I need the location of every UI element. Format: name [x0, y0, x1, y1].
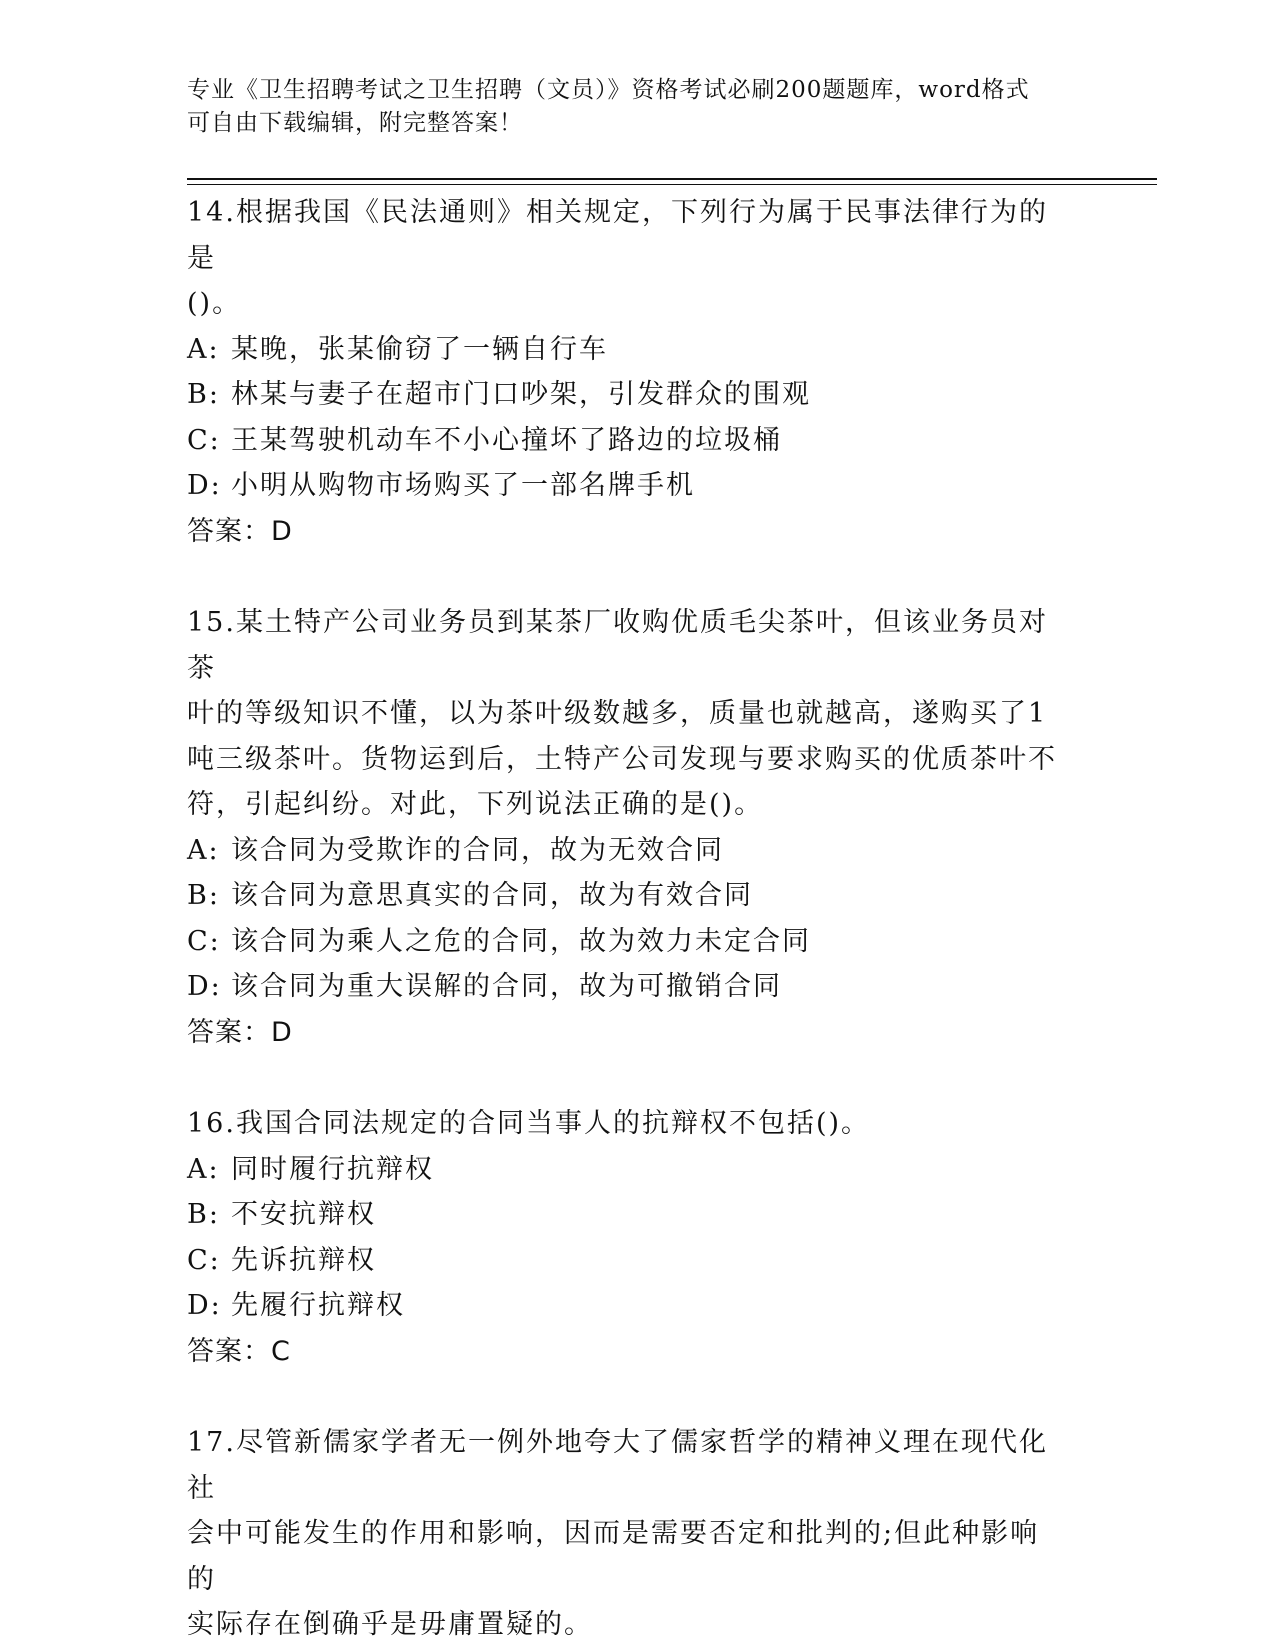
option-letter: D:: [187, 470, 222, 501]
option-text: 先履行抗辩权: [231, 1290, 405, 1321]
question-stem: [187, 1420, 1067, 1648]
option-text: 先诉抗辩权: [231, 1244, 376, 1276]
option-letter: A:: [187, 834, 220, 866]
question-stem: [187, 1101, 1067, 1147]
question-stem-line: 实际存在倒确乎是毋庸置疑的。: [187, 1609, 593, 1640]
header-line-2: 可自由下载编辑，附完整答案！: [187, 110, 523, 136]
answer-option: [187, 372, 1067, 418]
answer-key: 答案：D: [187, 1016, 293, 1048]
question-block: [187, 190, 1067, 554]
answer-key: 答案：D: [187, 515, 293, 547]
option-text: 某晚，张某偷窃了一辆自行车: [231, 333, 608, 365]
question-stem-line: 15.某土特产公司业务员到某茶厂收购优质毛尖茶叶，但该业务员对茶: [187, 607, 1048, 684]
question-block: [187, 600, 1067, 1055]
answer-option: [187, 1192, 1067, 1238]
option-text: 小明从购物市场购买了一部名牌手机: [231, 470, 695, 501]
header-line-1: 专业《卫生招聘考试之卫生招聘（文员）》资格考试必刷200题题库，word格式: [187, 77, 1030, 103]
option-letter: D:: [187, 1290, 222, 1321]
option-letter: C:: [187, 1244, 221, 1276]
answer-option: [187, 463, 1067, 509]
question-block: [187, 1101, 1067, 1374]
option-letter: A:: [187, 333, 220, 365]
option-text: 同时履行抗辩权: [231, 1153, 434, 1185]
option-letter: C:: [187, 424, 221, 456]
question-block: [187, 1420, 1067, 1648]
question-stem-line: 会中可能发生的作用和影响，因而是需要否定和批判的;但此种影响的: [187, 1518, 1040, 1595]
answer-option: [187, 1283, 1067, 1329]
document-header: [187, 74, 1067, 140]
answer-option: [187, 327, 1067, 373]
option-text: 不安抗辩权: [231, 1199, 376, 1230]
option-letter: C:: [187, 925, 221, 957]
question-stem-line: 吨三级茶叶。货物运到后，土特产公司发现与要求购买的优质茶叶不: [187, 743, 1057, 775]
option-letter: B:: [187, 1199, 220, 1230]
header-divider-thin: [187, 184, 1157, 185]
option-letter: A:: [187, 1153, 220, 1185]
option-text: 该合同为意思真实的合同，故为有效合同: [231, 880, 753, 911]
question-stem-line: ()。: [187, 288, 242, 319]
answer-option: [187, 873, 1067, 919]
option-text: 王某驾驶机动车不小心撞坏了路边的垃圾桶: [231, 424, 782, 456]
question-stem-line: 符，引起纠纷。对此，下列说法正确的是()。: [187, 789, 764, 820]
answer-option: [187, 828, 1067, 874]
option-letter: D:: [187, 971, 222, 1002]
answer-option: [187, 964, 1067, 1010]
option-letter: B:: [187, 880, 220, 911]
option-text: 该合同为重大误解的合同，故为可撤销合同: [231, 971, 782, 1002]
answer-option: [187, 1238, 1067, 1284]
option-text: 该合同为受欺诈的合同，故为无效合同: [231, 834, 724, 866]
header-divider-thick: [187, 178, 1157, 180]
question-stem: [187, 190, 1067, 327]
question-stem-line: 17.尽管新儒家学者无一例外地夸大了儒家哲学的精神义理在现代化社: [187, 1427, 1048, 1504]
question-stem-line: 16.我国合同法规定的合同当事人的抗辩权不包括()。: [187, 1108, 871, 1139]
question-stem: [187, 600, 1067, 828]
option-text: 该合同为乘人之危的合同，故为效力未定合同: [231, 925, 811, 957]
option-letter: B:: [187, 379, 220, 410]
question-stem-line: 叶的等级知识不懂，以为茶叶级数越多，质量也就越高，遂购买了1: [187, 698, 1048, 729]
answer-option: [187, 1147, 1067, 1193]
question-stem-line: 14.根据我国《民法通则》相关规定，下列行为属于民事法律行为的是: [187, 197, 1048, 274]
answer-key: 答案：C: [187, 1335, 291, 1367]
answer-option: [187, 418, 1067, 464]
option-text: 林某与妻子在超市门口吵架，引发群众的围观: [231, 379, 811, 410]
question-list: [187, 190, 1067, 1648]
answer-option: [187, 919, 1067, 965]
